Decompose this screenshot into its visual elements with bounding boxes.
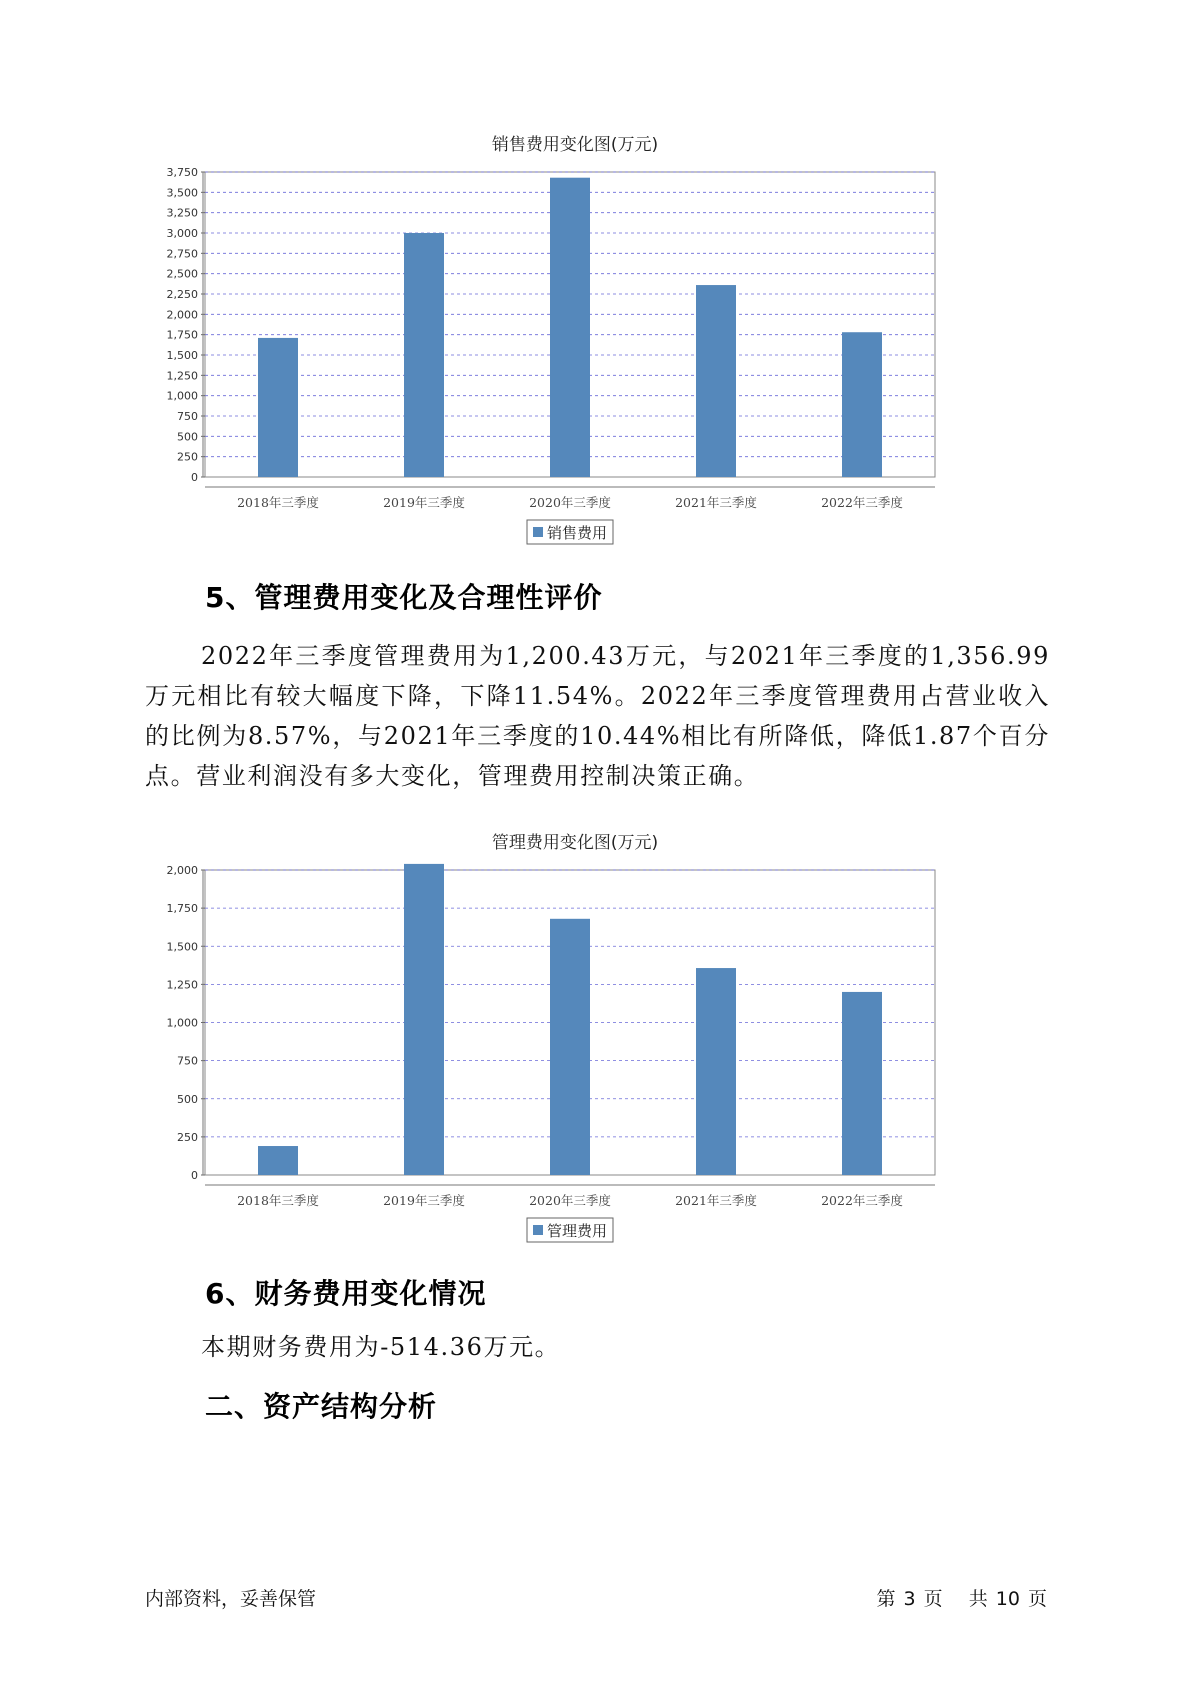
x-tick-label: 2019年三季度: [383, 1193, 465, 1208]
bar: [550, 178, 590, 477]
x-tick-label: 2021年三季度: [675, 1193, 757, 1208]
footer-page-number: [873, 1584, 1051, 1611]
admin-expense-chart-svg: [150, 823, 1050, 1248]
x-tick-label: 2018年三季度: [237, 1193, 319, 1208]
y-tick-label: 1,000: [166, 389, 198, 403]
bar: [842, 332, 882, 477]
y-tick-label: 2,250: [166, 288, 198, 301]
bar: [696, 285, 736, 477]
x-tick-label: 2020年三季度: [529, 495, 611, 510]
y-tick-label: 2,000: [166, 864, 198, 877]
x-tick-label: 2019年三季度: [383, 495, 465, 510]
x-tick-label: 2021年三季度: [675, 495, 757, 510]
y-tick-label: 3,250: [166, 206, 198, 220]
section-5-paragraph: 2022年三季度管理费用为1,200.43万元，与2021年三季度的1,356.99万元相比有较大幅度下降，下降11.54%。2022年三季度管理费用占营业收入的比例为8.57%，与2021年三季度的10.44%相比有所降低，降低1.87个百分点。营业利润没有多大变化，管理费用控制决策正确。: [145, 642, 1050, 790]
y-tick-label: 2,500: [166, 267, 198, 281]
bar: [258, 338, 298, 477]
y-tick-label: 1,500: [166, 349, 198, 362]
bar: [842, 992, 882, 1175]
legend-label: 销售费用: [547, 524, 608, 542]
legend-swatch: [533, 527, 543, 537]
chart-title: 管理费用变化图(万元): [491, 833, 659, 853]
page-unit: 页: [923, 1588, 943, 1610]
y-tick-label: 1,750: [166, 902, 198, 916]
y-tick-label: 1,250: [166, 978, 198, 992]
bar: [696, 968, 736, 1175]
y-tick-label: 0: [191, 471, 198, 484]
bar: [404, 864, 444, 1175]
y-tick-label: 2,750: [166, 247, 198, 261]
bar: [550, 919, 590, 1175]
y-tick-label: 1,250: [166, 369, 198, 383]
section-5-heading: 5、管理费用变化及合理性评价: [205, 581, 603, 614]
y-tick-label: 250: [177, 450, 198, 464]
y-tick-label: 3,500: [166, 186, 198, 200]
chart-title: 销售费用变化图(万元): [491, 135, 659, 155]
y-tick-label: 3,750: [166, 166, 198, 179]
y-tick-label: 0: [191, 1169, 198, 1182]
total-prefix: 共: [968, 1588, 988, 1610]
page-current: 3: [903, 1588, 916, 1610]
section-two-heading: 二、资产结构分析: [205, 1390, 438, 1423]
y-tick-label: 1,000: [166, 1016, 198, 1030]
legend-swatch: [533, 1225, 543, 1235]
admin-expense-chart: [150, 823, 1050, 1248]
section-6-paragraph: 本期财务费用为-514.36万元。: [201, 1333, 561, 1361]
bar: [258, 1146, 298, 1175]
page-total: 10: [995, 1588, 1020, 1610]
legend-label: 管理费用: [547, 1222, 608, 1240]
y-tick-label: 250: [177, 1130, 198, 1144]
footer-confidential-note: 内部资料，妥善保管: [145, 1588, 317, 1610]
page-prefix: 第: [876, 1588, 896, 1610]
y-tick-label: 2,000: [166, 308, 198, 322]
bar: [404, 233, 444, 477]
y-tick-label: 1,500: [166, 940, 198, 954]
y-tick-label: 500: [177, 430, 198, 444]
sales-expense-chart-svg: [150, 125, 1050, 550]
y-tick-label: 750: [177, 410, 198, 423]
section-6-heading: 6、财务费用变化情况: [205, 1277, 487, 1310]
y-tick-label: 750: [177, 1054, 198, 1068]
sales-expense-chart: [150, 125, 1050, 550]
y-tick-label: 1,750: [166, 328, 198, 342]
x-tick-label: 2020年三季度: [529, 1193, 611, 1208]
y-tick-label: 500: [177, 1092, 198, 1106]
x-tick-label: 2022年三季度: [821, 495, 903, 510]
y-tick-label: 3,000: [166, 227, 198, 240]
x-tick-label: 2018年三季度: [237, 495, 319, 510]
total-unit: 页: [1027, 1588, 1047, 1610]
x-tick-label: 2022年三季度: [821, 1193, 903, 1208]
